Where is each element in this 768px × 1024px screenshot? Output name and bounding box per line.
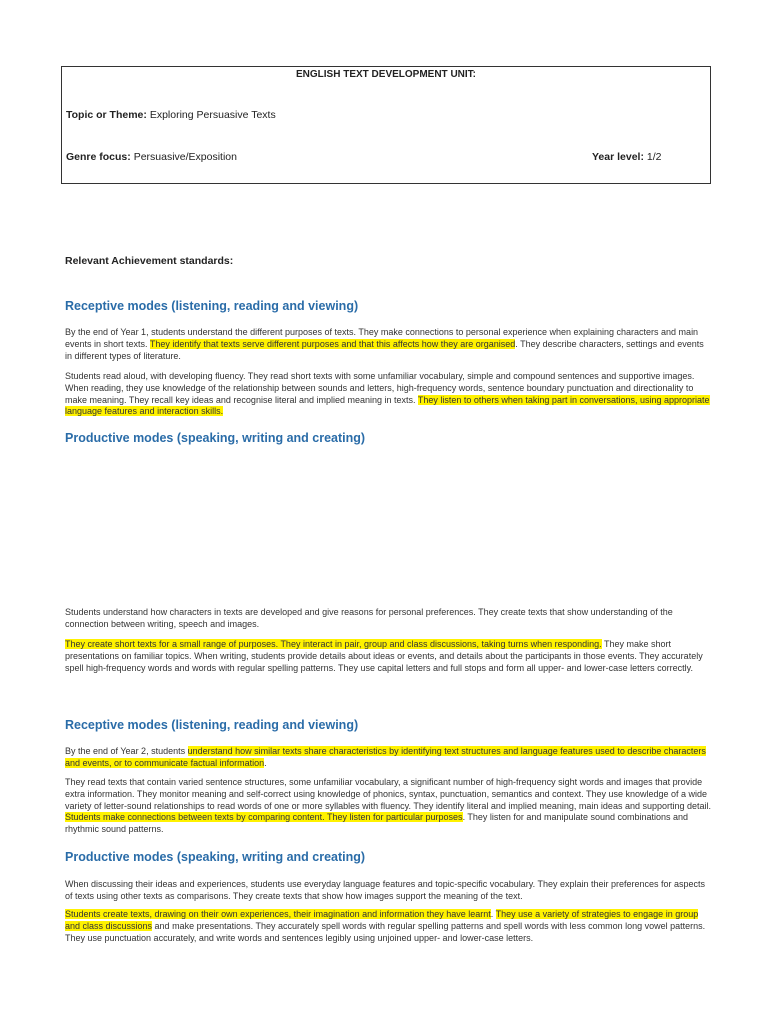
year-line bbox=[592, 151, 662, 163]
highlight: understand how similar texts share characteristics by identifying text structures and language features used to describe characters and events, or to communicate factual information bbox=[65, 746, 706, 768]
topic-label: Topic or Theme: bbox=[66, 109, 147, 121]
y2-productive-paragraph-1: When discussing their ideas and experiences, students use everyday language features and topic-specific vocabulary. They explain their preferences for aspects of texts using other texts as comparisons. They create texts that show how images support the meaning of the text. bbox=[65, 879, 706, 901]
y1-productive-paragraph-1: Students understand how characters in texts are developed and give reasons for personal preferences. They create texts that show understanding of the connection between writing, speech and images. bbox=[65, 607, 673, 629]
unit-title: ENGLISH TEXT DEVELOPMENT UNIT: bbox=[295, 69, 476, 80]
topic-value: Exploring Persuasive Texts bbox=[149, 109, 276, 121]
highlight: Students make connections between texts by comparing content. They listen for particular purposes bbox=[65, 812, 463, 823]
y2-productive-heading: Productive modes (speaking, writing and creating) bbox=[65, 850, 366, 864]
y2-receptive-paragraph-1: By the end of Year 2, students understand how similar texts share characteristics by identifying text structures and language features used to describe characters and events, or to communicate factual information. bbox=[65, 746, 706, 768]
year-value: 1/2 bbox=[646, 151, 662, 163]
genre-label: Genre focus: bbox=[66, 151, 131, 163]
y1-productive-heading: Productive modes (speaking, writing and creating) bbox=[65, 431, 366, 445]
year-label: Year level: bbox=[592, 151, 644, 163]
y2-receptive-paragraph-2: They read texts that contain varied sentence structures, some unfamiliar vocabulary, a significant number of high-frequency sight words and images that provide extra information. They monitor meaning and self-correct using knowledge of phonics, syntax, punctuation, semantics and context. They use knowledge of a wide variety of letter-sound relationships to read words of one or more syllables with fluency. They identify literal and implied meaning, main ideas and supporting detail. Students make connections between texts by comparing content. They listen for particular purposes. They listen for and manipulate sound combinations and rhythmic sound patterns. bbox=[65, 777, 712, 835]
highlight: They create short texts for a small range of purposes. They interact in pair, group and class discussions, taking turns when responding. bbox=[65, 639, 602, 649]
highlight: Students create texts, drawing on their own experiences, their imagination and information they have learnt bbox=[65, 909, 491, 919]
y1-receptive-paragraph-2: Students read aloud, with developing fluency. They read short texts with some unfamiliar vocabulary, simple and compound sentences and supportive images. When reading, they use knowledge of the relationship between sounds and letters, high-frequency words, sentence boundary punctuation and directionality to make meaning. They recall key ideas and recognise literal and implied meaning in texts. They listen to others when taking part in conversations, using appropriate language features and interaction skills. bbox=[65, 371, 710, 417]
y1-productive-paragraph-2: They create short texts for a small range of purposes. They interact in pair, group and class discussions, taking turns when responding. They make short presentations on familiar topics. When writing, students provide details about ideas or events, and details about the participants in those events. They accurately spell high-frequency words and words with regular spelling patterns. They use capital letters and full stops and form all upper- and lower-case letters correctly. bbox=[65, 639, 703, 673]
topic-line bbox=[66, 109, 276, 121]
highlight: They use a variety of strategies to engage in group and class discussions bbox=[65, 909, 699, 931]
standards-label: Relevant Achievement standards: bbox=[65, 255, 234, 267]
y1-receptive-paragraph-1: By the end of Year 1, students understand the different purposes of texts. They make connections to personal experience when explaining characters and main events in short texts. They identify that texts serve different purposes and that this affects how they are organised. They describe characters, settings and events in different types of literature. bbox=[65, 327, 704, 361]
highlight: They listen to others when taking part in conversations, using appropriate language features and interaction skills. bbox=[65, 394, 710, 417]
unit-header-box bbox=[61, 66, 711, 184]
y2-productive-paragraph-2: Students create texts, drawing on their own experiences, their imagination and information they have learnt. They use a variety of strategies to engage in group and class discussions and make presentations. They accurately spell words with regular spelling patterns and spell words with less common long vowel patterns. They use punctuation accurately, and write words and sentences legibly using unjoined upper- and lower-case letters. bbox=[65, 909, 706, 943]
y2-receptive-heading: Receptive modes (listening, reading and viewing) bbox=[65, 718, 359, 732]
genre-value: Persuasive/Exposition bbox=[133, 151, 237, 163]
y1-receptive-heading: Receptive modes (listening, reading and viewing) bbox=[65, 299, 359, 313]
highlight: They identify that texts serve different purposes and that this affects how they are organised bbox=[149, 338, 516, 349]
genre-line bbox=[66, 151, 237, 163]
